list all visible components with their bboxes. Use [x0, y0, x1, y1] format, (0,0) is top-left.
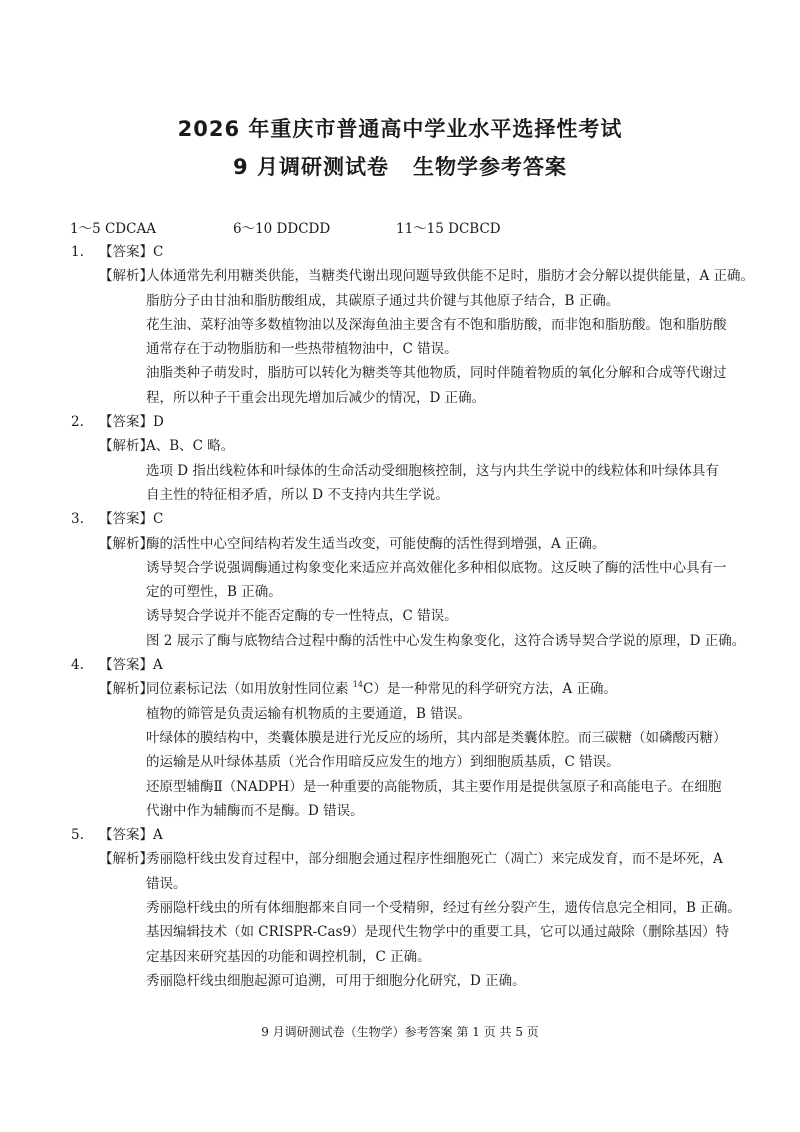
- analysis-line: 通常存在于动物脂肪和一些热带植物油中，C 错误。: [146, 341, 458, 358]
- analysis-line: 的运输是从叶绿体基质（光合作用暗反应发生的地方）到细胞质基质，C 错误。: [146, 754, 620, 771]
- answer-explanations: [0, 240, 800, 993]
- analysis-line: 秀丽隐杆线虫细胞起源可追溯，可用于细胞分化研究，D 正确。: [146, 972, 526, 989]
- analysis-line: 选项 D 指出线粒体和叶绿体的生命活动受细胞核控制，这与内共生学说中的线粒体和叶绿体具有: [146, 462, 719, 479]
- question-4-answer: [0, 653, 800, 677]
- question-number: 5.: [71, 827, 84, 844]
- analysis-line: 同位素标记法（如用放射性同位素 $^{14}$C）是一种常见的科学研究方法，A 正确。: [146, 680, 617, 698]
- analysis-line: 花生油、菜籽油等多数植物油以及深海鱼油主要含有不饱和脂肪酸，而非饱和脂肪酸。饱和脂肪酸: [146, 316, 727, 333]
- answer-value: A: [153, 827, 163, 844]
- question-number: 2.: [71, 414, 84, 431]
- analysis-line: 叶绿体的膜结构中，类囊体膜是进行光反应的场所，其内部是类囊体腔。而三碳糖（如磷酸丙糖）: [146, 729, 727, 746]
- analysis-label: 【解析】: [99, 851, 153, 868]
- analysis-line: 脂肪分子由甘油和脂肪酸组成，其碳原子通过共价键与其他原子结合，B 正确。: [146, 292, 620, 309]
- analysis-line: 油脂类种子萌发时，脂肪可以转化为糖类等其他物质，同时伴随着物质的氧化分解和合成等代谢过: [146, 365, 727, 382]
- subtitle-exam: 9 月调研测试卷: [233, 155, 389, 179]
- subtitle-subject: 生物学参考答案: [412, 155, 567, 179]
- answer-label: 【答案】: [99, 511, 153, 528]
- analysis-label: 【解析】: [99, 268, 153, 285]
- analysis-line: 还原型辅酶Ⅱ（NADPH）是一种重要的高能物质，其主要作用是提供氢原子和高能电子。在细胞: [146, 778, 722, 795]
- analysis-label: 【解析】: [99, 535, 153, 552]
- summary-1-5: 1～5 CDCAA: [70, 221, 156, 237]
- question-3-answer: [0, 507, 800, 531]
- answer-value: C: [153, 511, 164, 528]
- question-2-answer: [0, 410, 800, 434]
- analysis-line: 程，所以种子干重会出现先增加后减少的情况，D 正确。: [146, 389, 486, 406]
- answer-label: 【答案】: [99, 657, 153, 674]
- analysis-line: 定基因来研究基因的功能和调控机制，C 正确。: [146, 948, 431, 965]
- analysis-line: 定的可塑性，B 正确。: [146, 584, 282, 601]
- analysis-line: 人体通常先利用糖类供能，当糖类代谢出现问题导致供能不足时，脂肪才会分解以提供能量，A 正确。: [146, 268, 755, 285]
- analysis-label: 【解析】: [99, 681, 153, 698]
- summary-6-10: 6～10 DDCDD: [233, 221, 331, 237]
- analysis-line: 酶的活性中心空间结构若发生适当改变，可能使酶的活性得到增强，A 正确。: [146, 535, 606, 552]
- analysis-line: 错误。: [146, 875, 187, 892]
- analysis-line: 诱导契合学说并不能否定酶的专一性特点，C 错误。: [146, 608, 458, 625]
- summary-11-15: 11～15 DCBCD: [396, 221, 501, 237]
- analysis-line: 秀丽隐杆线虫发育过程中，部分细胞会通过程序性细胞死亡（凋亡）来完成发育，而不是坏死，A: [146, 851, 723, 868]
- analysis-line: 秀丽隐杆线虫的所有体细胞都来自同一个受精卵，经过有丝分裂产生，遗传信息完全相同，B 正确。: [146, 900, 741, 917]
- analysis-line: 基因编辑技术（如 CRISPR-Cas9）是现代生物学中的重要工具，它可以通过敲除（删除基因）特: [146, 924, 730, 941]
- answer-value: C: [153, 244, 164, 260]
- question-number: 4.: [71, 657, 84, 674]
- analysis-label: 【解析】: [99, 438, 153, 455]
- page-footer: 9 月调研测试卷（生物学）参考答案 第 1 页 共 5 页: [261, 1025, 539, 1039]
- question-number: 1.: [71, 244, 84, 260]
- page-title: 2026 年重庆市普通高中学业水平选择性考试: [177, 117, 623, 141]
- answer-value: D: [153, 414, 164, 431]
- question-5-answer: [0, 823, 800, 847]
- answer-value: A: [153, 657, 163, 674]
- page-subtitle: [0, 151, 800, 181]
- analysis-line: 自主性的特征相矛盾，所以 D 不支持内共生学说。: [146, 486, 449, 503]
- answer-label: 【答案】: [99, 827, 153, 844]
- answer-label: 【答案】: [99, 244, 153, 260]
- analysis-line: A、B、C 略。: [146, 438, 235, 455]
- analysis-line: 诱导契合学说强调酶通过构象变化来适应并高效催化多种相似底物。这反映了酶的活性中心具有一: [146, 559, 727, 576]
- analysis-line: 代谢中作为辅酶而不是酶。D 错误。: [146, 802, 364, 819]
- analysis-line: 图 2 展示了酶与底物结合过程中酶的活性中心发生构象变化，这符合诱导契合学说的原理，D 正确。: [146, 632, 746, 649]
- analysis-line: 植物的筛管是负责运输有机物质的主要通道，B 错误。: [146, 705, 471, 722]
- question-1-answer: [0, 240, 800, 264]
- question-number: 3.: [71, 511, 84, 528]
- answer-label: 【答案】: [99, 414, 153, 431]
- answer-summary: [70, 217, 501, 237]
- isotope-mass-number: 14: [352, 680, 363, 690]
